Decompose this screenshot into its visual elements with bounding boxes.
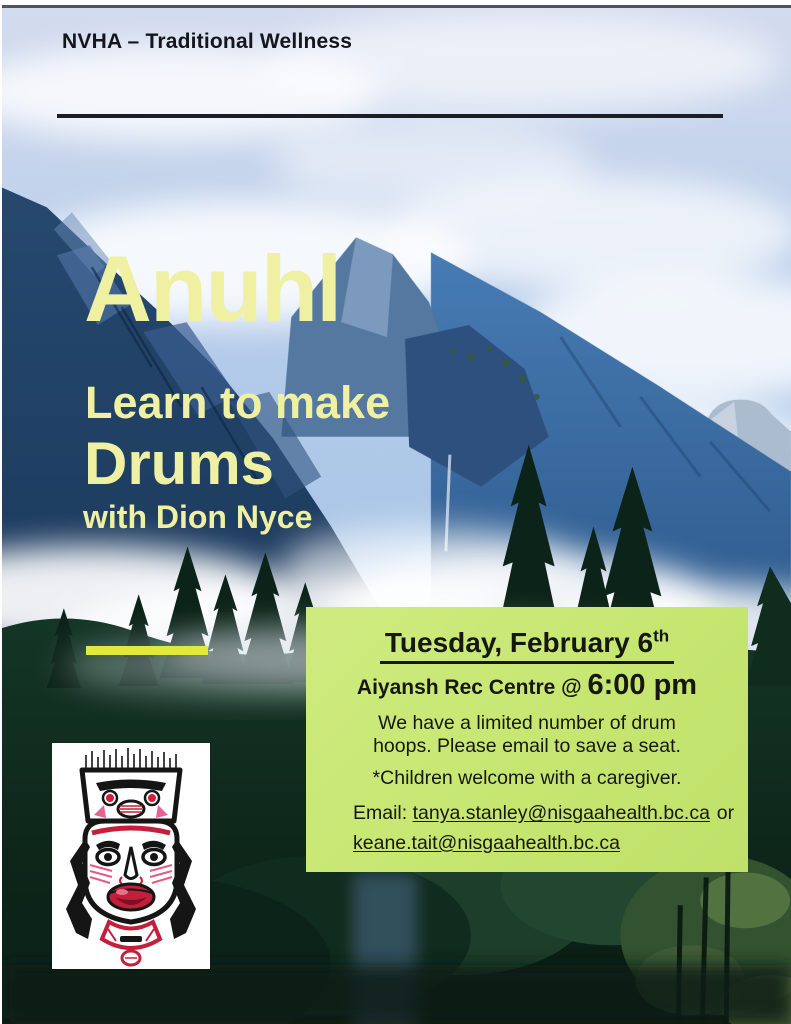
email-link-secondary[interactable]: keane.tait@nisgaahealth.bc.ca xyxy=(353,831,620,854)
venue-name: Aiyansh Rec Centre @ xyxy=(356,675,588,699)
event-title: Anuhl xyxy=(84,236,341,341)
email-conjunction: or xyxy=(716,802,735,825)
event-details-panel xyxy=(306,607,748,872)
email-line-1 xyxy=(353,799,748,828)
venue-line xyxy=(306,668,748,703)
org-title: NVHA – Traditional Wellness xyxy=(62,30,353,53)
mouth xyxy=(108,884,154,910)
email-block xyxy=(353,799,748,858)
facilitator-line: with Dion Nyce xyxy=(83,499,313,535)
date-ordinal-suffix: th xyxy=(653,626,670,646)
note-children-welcome: *Children welcome with a caregiver. xyxy=(372,767,682,790)
event-date-text: Tuesday, February 6 xyxy=(384,627,654,658)
header-rule xyxy=(57,114,723,118)
indigenous-mask-icon xyxy=(52,743,210,969)
email-link-primary[interactable]: tanya.stanley@nisgaahealth.bc.ca xyxy=(412,802,710,825)
event-time: 6:00 pm xyxy=(587,668,698,701)
email-line-2 xyxy=(353,829,748,858)
email-label: Email: xyxy=(353,802,413,825)
mask-artwork-box xyxy=(52,743,210,969)
subtitle-line1: Learn to make xyxy=(85,377,391,428)
event-date xyxy=(306,628,748,659)
yellow-accent-bar xyxy=(86,646,208,655)
note-limited-hoops: We have a limited number of drum hoops. Please email to save a seat. xyxy=(373,711,681,757)
subtitle-line2: Drums xyxy=(84,430,275,497)
